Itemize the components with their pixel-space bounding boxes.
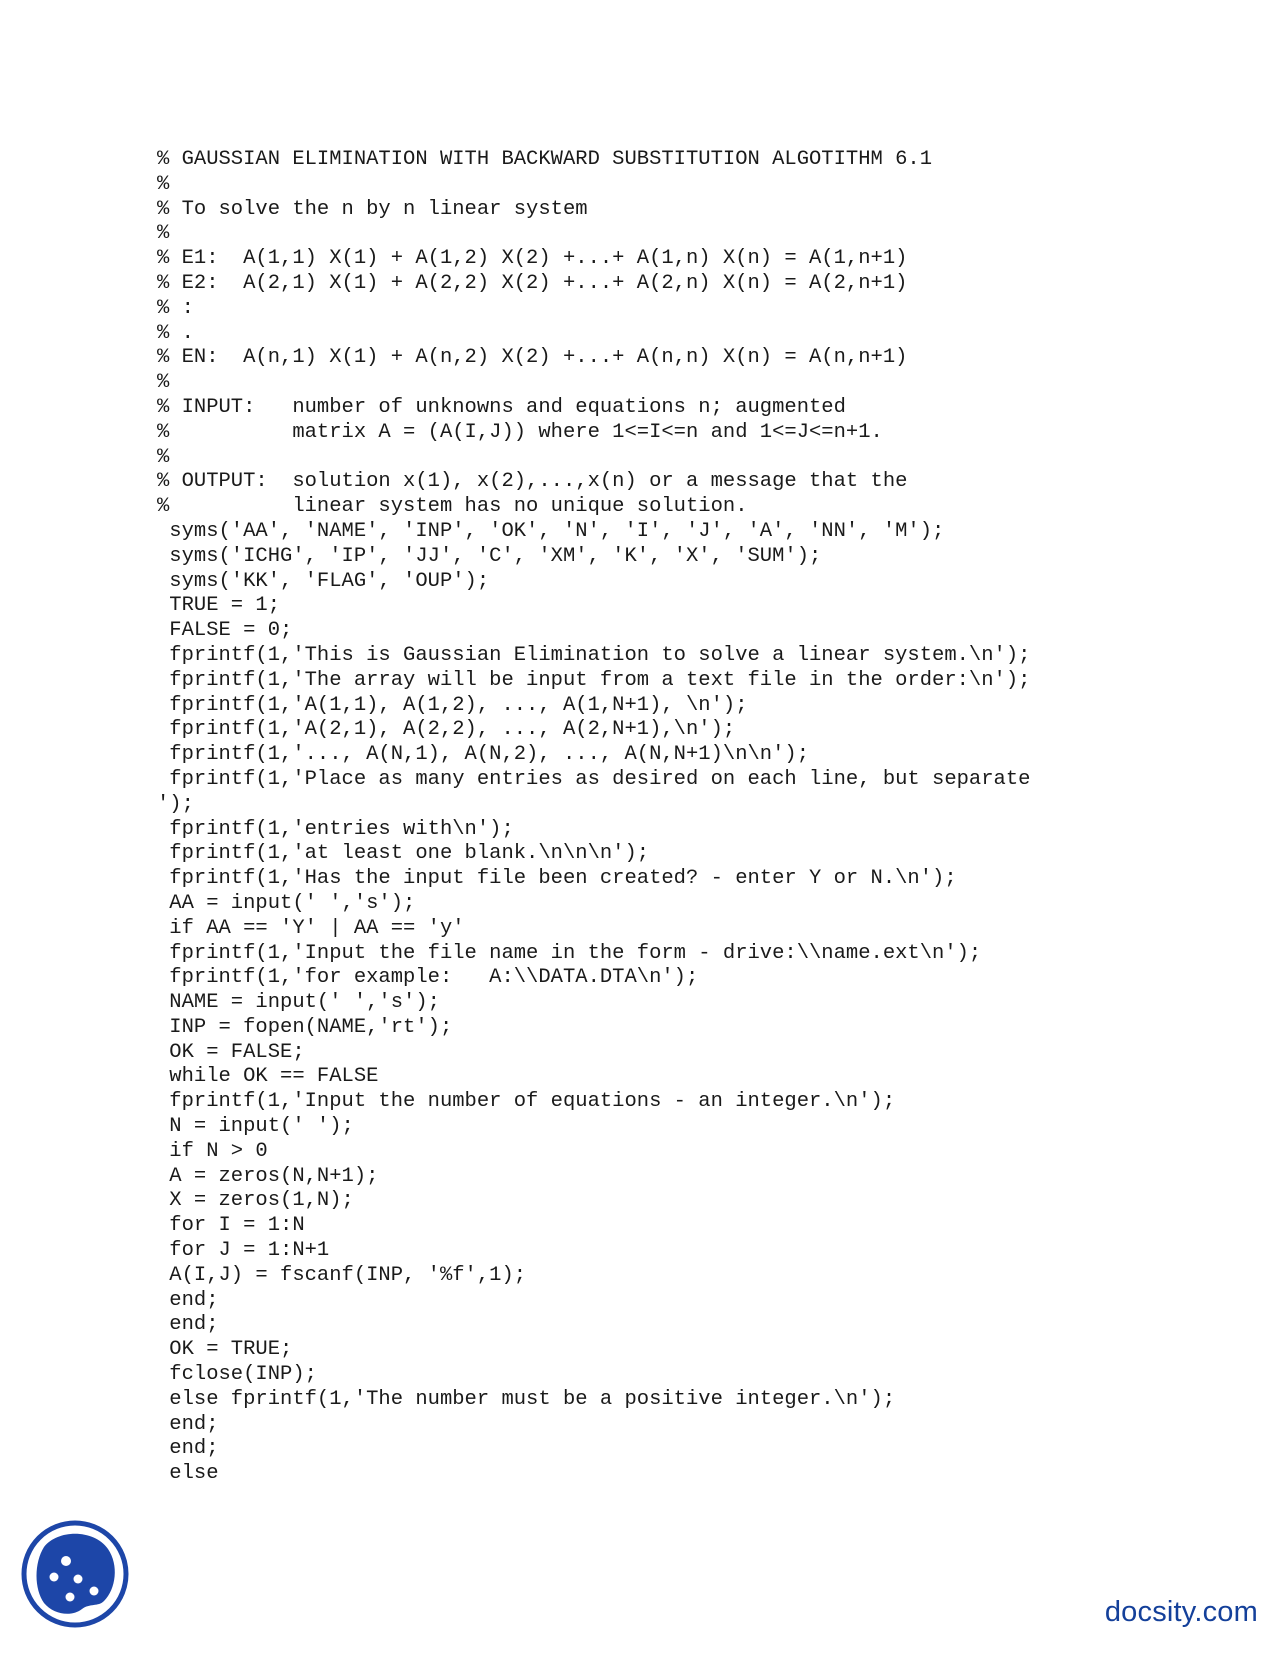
code-line: % :	[157, 296, 194, 320]
code-line: fprintf(1,'Input the number of equations - an integer.\n');	[157, 1090, 896, 1114]
code-line: OK = FALSE;	[157, 1040, 305, 1064]
code-line: % .	[157, 321, 194, 345]
code-line: FALSE = 0;	[157, 619, 293, 643]
code-line: else fprintf(1,'The number must be a positive integer.\n');	[157, 1387, 896, 1411]
code-line: if N > 0	[157, 1139, 268, 1163]
code-line: OK = TRUE;	[157, 1338, 293, 1362]
code-line: N = input(' ');	[157, 1115, 354, 1139]
code-line: % matrix A = (A(I,J)) where 1<=I<=n and 1<=J<=n+1.	[157, 420, 883, 444]
code-line: fprintf(1,'Input the file name in the form - drive:\\name.ext\n');	[157, 941, 982, 965]
code-line: end;	[157, 1412, 219, 1436]
code-listing	[157, 148, 1167, 1487]
code-line: % INPUT: number of unknowns and equations n; augmented	[157, 395, 846, 419]
code-line: for I = 1:N	[157, 1214, 305, 1238]
code-line: fprintf(1,'for example: A:\\DATA.DTA\n');	[157, 966, 699, 990]
code-line: while OK == FALSE	[157, 1065, 379, 1089]
code-line: if AA == 'Y' | AA == 'y'	[157, 916, 465, 940]
code-line: TRUE = 1;	[157, 594, 281, 618]
code-line: fprintf(1,'Has the input file been created? - enter Y or N.\n');	[157, 867, 957, 891]
code-line: ');	[157, 792, 194, 816]
code-line: fprintf(1,'entries with\n');	[157, 817, 514, 841]
code-line: fprintf(1,'A(1,1), A(1,2), ..., A(1,N+1), \n');	[157, 693, 748, 717]
code-line: % linear system has no unique solution.	[157, 495, 748, 519]
code-line: %	[157, 172, 170, 196]
code-line: A(I,J) = fscanf(INP, '%f',1);	[157, 1263, 527, 1287]
code-line: % To solve the n by n linear system	[157, 197, 588, 221]
code-line: %	[157, 222, 170, 246]
code-line: X = zeros(1,N);	[157, 1189, 354, 1213]
code-line: end;	[157, 1313, 219, 1337]
code-line: % GAUSSIAN ELIMINATION WITH BACKWARD SUBSTITUTION ALGOTITHM 6.1	[157, 148, 933, 171]
code-line: fclose(INP);	[157, 1363, 317, 1387]
code-line: % E2: A(2,1) X(1) + A(2,2) X(2) +...+ A(2,n) X(n) = A(2,n+1)	[157, 271, 908, 295]
code-line: fprintf(1,'A(2,1), A(2,2), ..., A(2,N+1),\n');	[157, 718, 736, 742]
docsity-brand-text[interactable]: docsity.com	[1104, 1596, 1258, 1628]
code-line: end;	[157, 1437, 219, 1461]
code-line: NAME = input(' ','s');	[157, 991, 440, 1015]
code-line: %	[157, 445, 170, 469]
code-line: fprintf(1,'The array will be input from a text file in the order:\n');	[157, 668, 1031, 692]
code-line: AA = input(' ','s');	[157, 891, 416, 915]
code-line: syms('ICHG', 'IP', 'JJ', 'C', 'XM', 'K', 'X', 'SUM');	[157, 544, 822, 568]
code-line: fprintf(1,'..., A(N,1), A(N,2), ..., A(N,N+1)\n\n');	[157, 743, 810, 767]
code-line: end;	[157, 1288, 219, 1312]
code-line: fprintf(1,'at least one blank.\n\n\n');	[157, 842, 650, 866]
docsity-logo-icon	[20, 1519, 130, 1629]
code-line: for J = 1:N+1	[157, 1239, 330, 1263]
code-line: syms('KK', 'FLAG', 'OUP');	[157, 569, 490, 593]
code-line: %	[157, 371, 170, 395]
code-line: INP = fopen(NAME,'rt');	[157, 1015, 453, 1039]
code-line: % OUTPUT: solution x(1), x(2),...,x(n) or a message that the	[157, 470, 908, 494]
code-line: fprintf(1,'Place as many entries as desired on each line, but separate	[157, 767, 1031, 791]
code-line: syms('AA', 'NAME', 'INP', 'OK', 'N', 'I', 'J', 'A', 'NN', 'M');	[157, 519, 945, 543]
code-line: % EN: A(n,1) X(1) + A(n,2) X(2) +...+ A(n,n) X(n) = A(n,n+1)	[157, 346, 908, 370]
code-line: % E1: A(1,1) X(1) + A(1,2) X(2) +...+ A(1,n) X(n) = A(1,n+1)	[157, 247, 908, 271]
code-line: A = zeros(N,N+1);	[157, 1164, 379, 1188]
code-line: fprintf(1,'This is Gaussian Elimination to solve a linear system.\n');	[157, 643, 1031, 667]
code-line: else	[157, 1462, 219, 1486]
